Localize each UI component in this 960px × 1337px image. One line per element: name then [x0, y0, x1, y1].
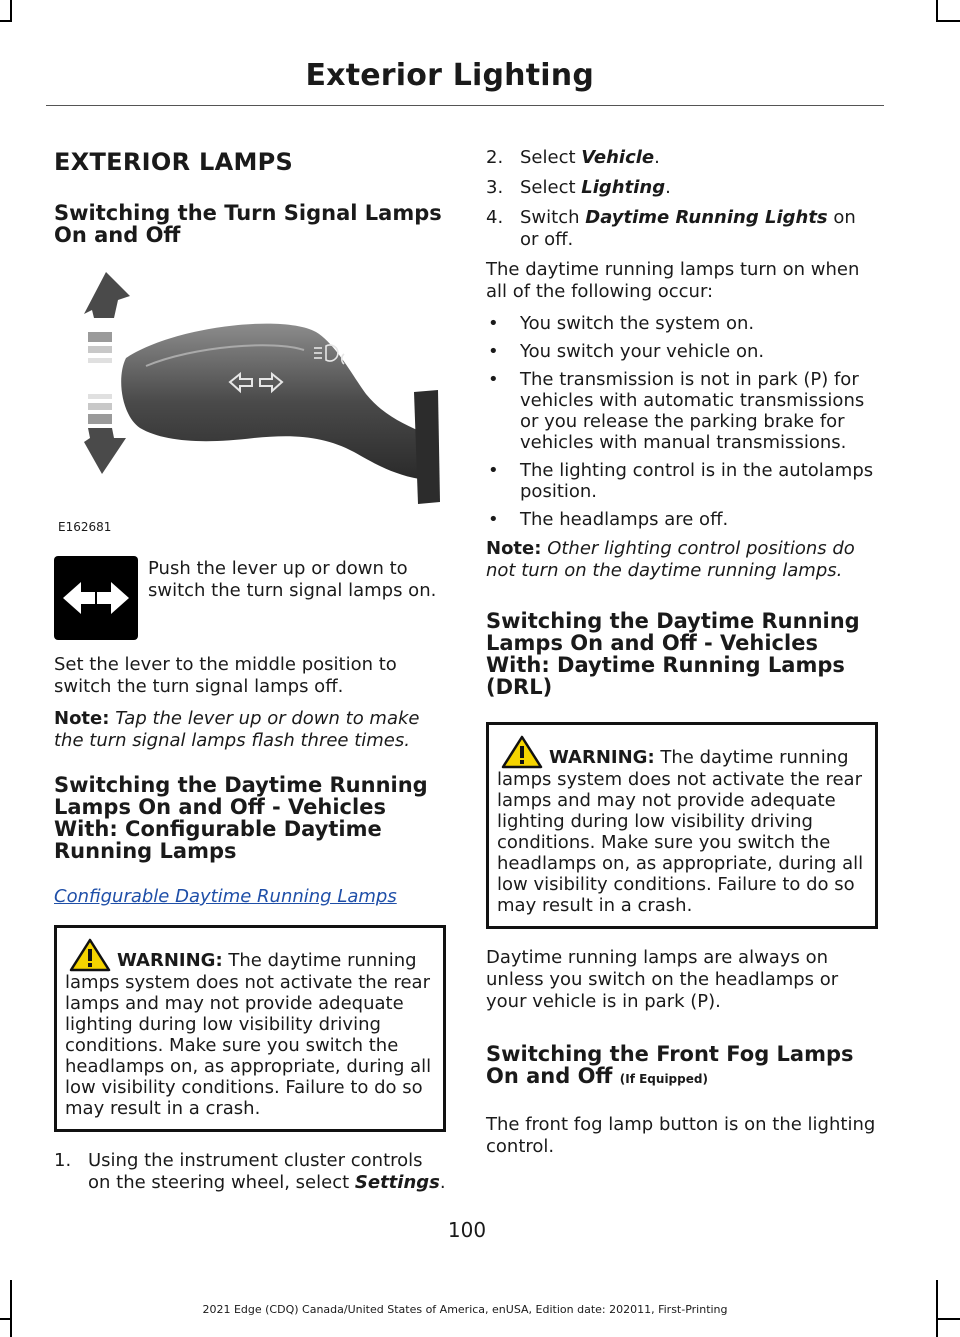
- step-item: [486, 207, 878, 251]
- list-item-text: You switch your vehicle on.: [520, 341, 765, 362]
- step-end: .: [654, 147, 660, 168]
- step-emphasis: Settings: [354, 1172, 440, 1193]
- list-item: [486, 369, 878, 453]
- warning-text: The daytime running lamps system does not activate the rear lamps and may not provide adequate lighting during low visibility driving conditions. Make sure you switch the headlamps on, as appropriate, during all low visibility conditions. Failure to do so may result in a crash.: [65, 950, 432, 1119]
- left-column: [54, 140, 446, 1202]
- crop-mark: [936, 20, 960, 22]
- fog-heading-text: Switching the Front Fog Lamps On and Off: [486, 1042, 854, 1088]
- note-text: Other lighting control positions do not turn on the daytime running lamps.: [486, 538, 855, 581]
- list-item-text: The headlamps are off.: [520, 509, 729, 530]
- step-number: 3.: [486, 177, 504, 198]
- step-content: [520, 177, 671, 199]
- warning-paragraph: [65, 938, 435, 1119]
- turn-signal-icon: [54, 556, 138, 640]
- page-number: 100: [447, 1218, 487, 1242]
- header-divider: [46, 105, 884, 106]
- crop-mark: [936, 1318, 960, 1320]
- bullet: •: [488, 313, 499, 334]
- list-item-text: The transmission is not in park (P) for vehicles with automatic transmissions or you release the parking brake for vehicles with manual transmissions.: [520, 369, 865, 453]
- list-item: [486, 313, 878, 334]
- list-item: [486, 341, 878, 362]
- warning-triangle-icon: [69, 938, 111, 972]
- warning-label: WARNING:: [117, 950, 223, 971]
- section-title: EXTERIOR LAMPS: [54, 148, 294, 176]
- turn-signal-lever-figure: [54, 266, 446, 542]
- step-item: [486, 147, 878, 169]
- if-equipped-label: (If Equipped): [619, 1072, 708, 1086]
- step-number: 4.: [486, 207, 504, 228]
- fog-lamps-heading: [486, 1043, 878, 1090]
- list-item-text: You switch the system on.: [520, 313, 755, 334]
- step-emphasis: Daytime Running Lights: [585, 207, 828, 228]
- note-turn-signal: [54, 708, 446, 752]
- list-item-text: The lighting control is in the autolamps position.: [520, 460, 874, 502]
- right-column: [486, 147, 878, 1168]
- crop-mark: [0, 20, 12, 22]
- figure-id: E162681: [58, 520, 112, 534]
- fog-lamp-text: The front fog lamp button is on the lighting control.: [486, 1114, 876, 1157]
- bullet: •: [488, 341, 499, 362]
- step-text: Switch: [520, 207, 580, 228]
- arrow-down-icon: [84, 394, 126, 474]
- crop-mark: [0, 1318, 12, 1320]
- step-number: 1.: [54, 1150, 72, 1171]
- bullet: •: [488, 509, 499, 530]
- configurable-drl-link[interactable]: Configurable Daytime Running Lamps: [54, 886, 397, 907]
- turn-signal-heading: Switching the Turn Signal Lamps On and Off: [54, 201, 442, 247]
- note-text: Tap the lever up or down to make the turn signal lamps flash three times.: [54, 708, 420, 751]
- warning-label: WARNING:: [549, 747, 655, 768]
- warning-text: The daytime running lamps system does not activate the rear lamps and may not provide adequate lighting during low visibility driving conditions. Make sure you switch the headlamps on, as appropriate, during all low visibility conditions. Failure to do so may result in a crash.: [497, 747, 864, 916]
- warning-triangle-icon: [501, 735, 543, 769]
- note-drl: [486, 538, 878, 582]
- drl-heading: Switching the Daytime Running Lamps On and Off - Vehicles With: Daytime Running Lamps (DRL): [486, 609, 860, 699]
- push-lever-text: Push the lever up or down to switch the turn signal lamps on.: [148, 558, 437, 601]
- step-content: [520, 147, 660, 169]
- step-emphasis: Lighting: [581, 177, 666, 198]
- step-emphasis: Vehicle: [581, 147, 655, 168]
- drl-always-on-text: Daytime running lamps are always on unless you switch on the headlamps or your vehicle is in park (P).: [486, 947, 839, 1012]
- edition-footer: 2021 Edge (CDQ) Canada/United States of America, enUSA, Edition date: 202011, First-Printing: [202, 1303, 728, 1316]
- list-item: [486, 460, 878, 502]
- page-header-title: Exterior Lighting: [305, 58, 594, 93]
- warning-box: [54, 925, 446, 1132]
- drl-intro: The daytime running lamps turn on when all of the following occur:: [486, 259, 860, 302]
- step-content: [88, 1150, 446, 1194]
- step-end: .: [439, 1172, 446, 1193]
- step-item: [486, 177, 878, 199]
- crop-mark: [936, 0, 938, 22]
- turn-signal-symbol-row: [54, 556, 446, 640]
- list-item: [486, 509, 878, 530]
- step-end: .: [665, 177, 671, 198]
- warning-box: [486, 722, 878, 929]
- lever-illustration: [54, 266, 446, 542]
- step-text: Select: [520, 147, 576, 168]
- step-text: Select: [520, 177, 576, 198]
- step-number: 2.: [486, 147, 504, 168]
- warning-paragraph: [497, 735, 867, 916]
- note-label: Note:: [486, 538, 542, 559]
- set-lever-text: Set the lever to the middle position to switch the turn signal lamps off.: [54, 654, 397, 697]
- step-text: Using the instrument cluster controls on the steering wheel, select: [88, 1150, 423, 1193]
- configurable-drl-heading: Switching the Daytime Running Lamps On and Off - Vehicles With: Configurable Daytime Running Lamps: [54, 773, 428, 863]
- arrow-up-icon: [84, 272, 130, 363]
- note-label: Note:: [54, 708, 110, 729]
- step-item: [54, 1150, 446, 1194]
- step-end: on or off.: [520, 207, 856, 250]
- step-content: [520, 207, 878, 251]
- bullet: •: [488, 460, 499, 481]
- bullet: •: [488, 369, 499, 390]
- crop-mark: [936, 1280, 938, 1337]
- crop-mark: [10, 0, 12, 22]
